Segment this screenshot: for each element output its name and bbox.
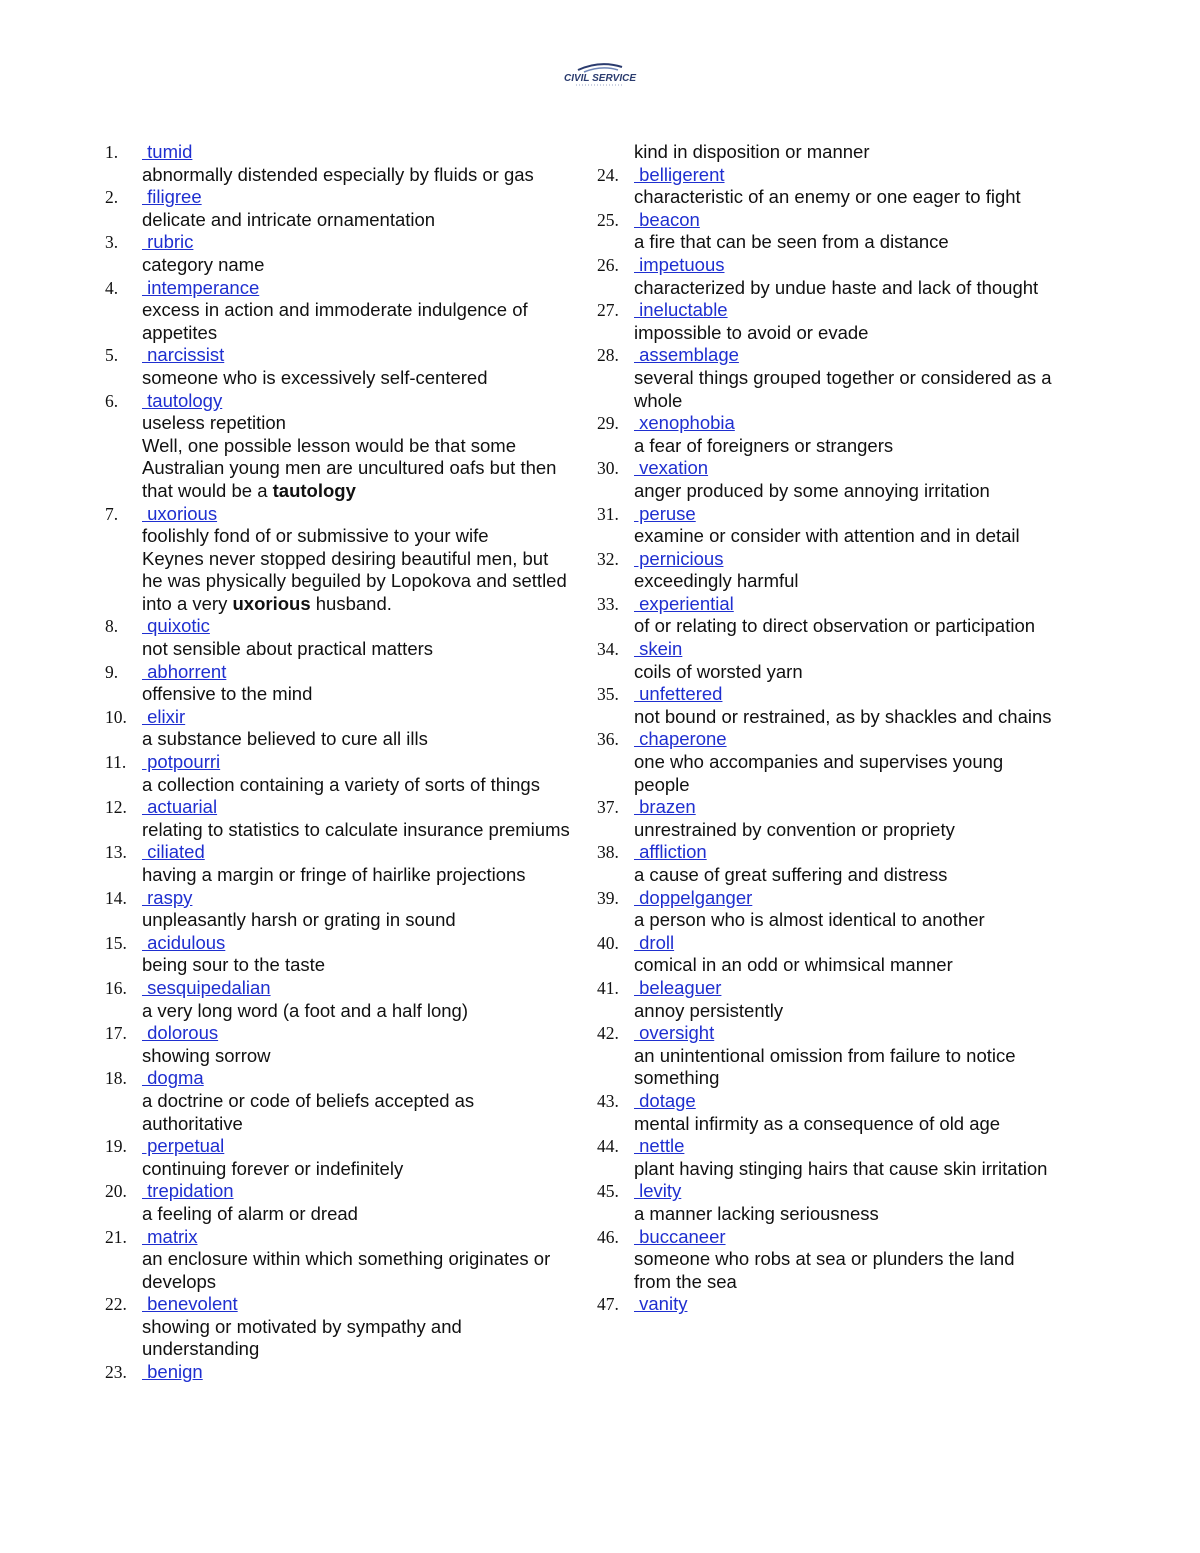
carry-over-definition xyxy=(597,141,1052,164)
entry-number: 20. xyxy=(105,1181,127,1202)
vocab-word-link[interactable]: abhorrent xyxy=(142,660,227,682)
entry-number: 6. xyxy=(105,390,119,411)
definition: delicate and intricate ornamentation xyxy=(142,208,436,230)
entry-number: 17. xyxy=(105,1023,127,1044)
definition: unpleasantly harsh or grating in sound xyxy=(142,909,456,931)
entry-number: 23. xyxy=(105,1362,127,1383)
vocab-entry xyxy=(105,751,570,796)
entry-number: 16. xyxy=(105,977,127,998)
vocab-word-link[interactable]: oversight xyxy=(634,1022,715,1044)
entry-number: 28. xyxy=(597,345,619,366)
entry-number: 21. xyxy=(105,1226,127,1247)
vocab-word-link[interactable]: experiential xyxy=(634,592,734,614)
vocab-entry xyxy=(597,887,1052,932)
vocab-word-link[interactable]: actuarial xyxy=(142,796,218,818)
vocab-word-link[interactable]: filigree xyxy=(142,186,202,208)
vocab-word-link[interactable]: levity xyxy=(634,1180,682,1202)
vocab-entry xyxy=(597,796,1052,841)
definition: offensive to the mind xyxy=(142,683,313,705)
entry-number: 26. xyxy=(597,254,619,275)
vocab-entry xyxy=(597,254,1052,299)
vocab-word-link[interactable]: acidulous xyxy=(142,931,226,953)
vocab-word-link[interactable]: matrix xyxy=(142,1225,198,1247)
vocab-word-link[interactable]: tautology xyxy=(142,389,223,411)
entry-number: 12. xyxy=(105,797,127,818)
vocab-entry xyxy=(597,1135,1052,1180)
entry-number: 9. xyxy=(105,661,119,682)
vocab-word-link[interactable]: doppelganger xyxy=(634,886,753,908)
definition: relating to statistics to calculate insurance premiums xyxy=(142,818,570,840)
logo-text: CIVIL SERVICE xyxy=(563,73,637,84)
definition: annoy persistently xyxy=(634,999,784,1021)
vocab-word-link[interactable]: xenophobia xyxy=(634,412,735,434)
definition: continuing forever or indefinitely xyxy=(142,1157,404,1179)
definition: a cause of great suffering and distress xyxy=(634,864,948,885)
vocab-entry xyxy=(597,683,1052,728)
entry-number: 41. xyxy=(597,977,619,998)
vocab-word-link[interactable]: vexation xyxy=(634,457,709,479)
definition: a very long word (a foot and a half long) xyxy=(142,999,468,1021)
vocab-word-link[interactable]: impetuous xyxy=(634,253,725,275)
entry-number: 32. xyxy=(597,548,619,569)
entry-number: 33. xyxy=(597,593,619,614)
vocab-entry xyxy=(105,231,570,276)
vocab-word-link[interactable]: beleaguer xyxy=(634,976,722,998)
civil-service-logo xyxy=(560,58,640,88)
vocab-word-link[interactable]: belligerent xyxy=(634,163,725,185)
vocab-word-link[interactable]: quixotic xyxy=(142,615,210,637)
vocab-entry xyxy=(105,186,570,231)
entry-number: 11. xyxy=(105,752,127,773)
definition: coils of worsted yarn xyxy=(634,660,803,682)
example-text-end: husband. xyxy=(310,592,392,614)
definition: plant having stinging hairs that cause skin irritation xyxy=(634,1157,1048,1179)
definition: a fear of foreigners or strangers xyxy=(634,434,894,456)
vocab-word-link[interactable]: assemblage xyxy=(634,344,739,366)
definition: of or relating to direct observation or participation xyxy=(634,615,1036,637)
definition: foolishly fond of or submissive to your wife xyxy=(142,525,489,547)
entry-number: 22. xyxy=(105,1294,127,1315)
vocab-entry xyxy=(597,841,1052,886)
entry-number: 35. xyxy=(597,684,619,705)
vocab-entry xyxy=(105,503,570,616)
entry-number: 47. xyxy=(597,1294,619,1315)
definition: not sensible about practical matters xyxy=(142,638,434,660)
entry-number: 42. xyxy=(597,1023,619,1044)
entry-number: 5. xyxy=(105,345,119,366)
vocab-entry xyxy=(105,841,570,886)
vocab-word-link[interactable]: dolorous xyxy=(142,1022,219,1044)
vocab-word-link[interactable]: elixir xyxy=(142,705,186,727)
entry-number: 46. xyxy=(597,1226,619,1247)
vocab-word-link[interactable]: sesquipedalian xyxy=(142,976,271,998)
vocab-entry xyxy=(105,1226,570,1294)
example-keyword: tautology xyxy=(272,479,356,501)
vocab-entry xyxy=(105,887,570,932)
definition: someone who robs at sea or plunders the land from the sea xyxy=(634,1248,1015,1292)
vocab-entry xyxy=(597,977,1052,1022)
vocab-entry xyxy=(597,1226,1052,1294)
definition: a feeling of alarm or dread xyxy=(142,1202,358,1224)
entry-number: 13. xyxy=(105,842,127,863)
vocab-word-link[interactable]: rubric xyxy=(142,231,194,253)
entry-number: 36. xyxy=(597,729,619,750)
vocab-entry xyxy=(597,164,1052,209)
vocab-word-link[interactable]: brazen xyxy=(634,796,696,818)
definition: a fire that can be seen from a distance xyxy=(634,231,949,253)
vocab-word-link[interactable]: dogma xyxy=(142,1067,204,1089)
vocab-word-link[interactable]: uxorious xyxy=(142,502,218,524)
definition: showing or motivated by sympathy and understanding xyxy=(142,1315,462,1360)
definition: showing sorrow xyxy=(142,1044,271,1066)
right-column xyxy=(597,141,1052,1316)
definition: a manner lacking seriousness xyxy=(634,1202,879,1224)
vocab-word-link[interactable]: droll xyxy=(634,931,675,953)
definition: exceedingly harmful xyxy=(634,570,799,592)
example-sentence xyxy=(142,548,570,616)
vocab-word-link[interactable]: raspy xyxy=(142,886,193,908)
entry-number: 14. xyxy=(105,887,127,908)
example-sentence xyxy=(142,435,570,503)
vocab-word-link[interactable]: skein xyxy=(634,638,683,660)
vocab-entry xyxy=(597,593,1052,638)
vocab-entry xyxy=(597,932,1052,977)
definition: a person who is almost identical to another xyxy=(634,909,985,931)
vocab-word-link[interactable]: trepidation xyxy=(142,1180,234,1202)
entry-number: 37. xyxy=(597,797,619,818)
vocab-entry xyxy=(597,457,1052,502)
entry-number: 29. xyxy=(597,413,619,434)
vocab-entry xyxy=(597,412,1052,457)
entry-number: 2. xyxy=(105,187,119,208)
vocab-word-link[interactable]: benevolent xyxy=(142,1293,238,1315)
vocab-entry xyxy=(105,344,570,389)
vocab-entry xyxy=(597,1022,1052,1090)
entry-number: 45. xyxy=(597,1181,619,1202)
definition: a doctrine or code of beliefs accepted as authoritative xyxy=(142,1089,475,1134)
entry-number: 30. xyxy=(597,458,619,479)
vocab-entry xyxy=(597,299,1052,344)
definition: kind in disposition or manner xyxy=(634,141,870,162)
vocab-word-link[interactable]: ineluctable xyxy=(634,299,728,321)
definition: one who accompanies and supervises young people xyxy=(634,751,1004,795)
vocab-entry xyxy=(105,1022,570,1067)
definition: category name xyxy=(142,253,265,275)
entry-number: 10. xyxy=(105,706,127,727)
vocab-word-link[interactable]: nettle xyxy=(634,1135,685,1157)
entry-number: 38. xyxy=(597,842,619,863)
vocab-entry xyxy=(597,503,1052,548)
definition: an unintentional omission from failure to notice something xyxy=(634,1044,1016,1089)
vocab-word-link[interactable]: unfettered xyxy=(634,683,723,705)
left-column xyxy=(105,141,570,1384)
vocab-entry xyxy=(597,1090,1052,1135)
vocab-entry xyxy=(105,977,570,1022)
vocab-word-link[interactable]: tumid xyxy=(142,141,193,162)
definition: a substance believed to cure all ills xyxy=(142,728,428,750)
entry-number: 27. xyxy=(597,300,619,321)
vocab-word-link[interactable]: narcissist xyxy=(142,344,225,366)
vocab-entry xyxy=(105,390,570,503)
definition: not bound or restrained, as by shackles and chains xyxy=(634,705,1052,727)
definition: several things grouped together or considered as a whole xyxy=(634,366,1052,411)
vocab-entry xyxy=(597,638,1052,683)
entry-number: 15. xyxy=(105,932,127,953)
vocab-entry xyxy=(105,1067,570,1135)
vocab-word-link[interactable]: intemperance xyxy=(142,276,260,298)
definition: being sour to the taste xyxy=(142,954,326,976)
vocab-word-link[interactable]: affliction xyxy=(634,841,707,863)
entry-number: 8. xyxy=(105,616,119,637)
vocab-word-link[interactable]: ciliated xyxy=(142,841,205,863)
vocab-entry xyxy=(597,548,1052,593)
definition: characteristic of an enemy or one eager to fight xyxy=(634,186,1021,208)
entry-number: 34. xyxy=(597,639,619,660)
example-text: Keynes never stopped desiring beautiful men, but he was physically beguiled by Lopokova and settled into a very xyxy=(142,547,567,614)
definition: excess in action and immoderate indulgence of appetites xyxy=(142,299,528,343)
vocab-entry xyxy=(105,706,570,751)
entry-number: 3. xyxy=(105,232,119,253)
vocab-word-link[interactable]: vanity xyxy=(634,1293,688,1315)
definition: unrestrained by convention or propriety xyxy=(634,818,955,840)
entry-number: 1. xyxy=(105,142,119,162)
example-keyword: uxorious xyxy=(232,592,311,614)
vocab-entry xyxy=(105,1293,570,1361)
definition: characterized by undue haste and lack of thought xyxy=(634,276,1039,298)
entry-number: 31. xyxy=(597,503,619,524)
vocab-entry xyxy=(105,932,570,977)
vocab-entry xyxy=(105,1135,570,1180)
definition: useless repetition xyxy=(142,412,286,434)
vocab-entry xyxy=(597,344,1052,412)
entry-number: 4. xyxy=(105,277,119,298)
entry-number: 24. xyxy=(597,164,619,185)
vocab-word-link[interactable]: pernicious xyxy=(634,547,724,569)
vocab-entry xyxy=(105,1180,570,1225)
vocab-word-link[interactable]: perpetual xyxy=(142,1135,225,1157)
entry-number: 19. xyxy=(105,1136,127,1157)
definition: an enclosure within which something originates or develops xyxy=(142,1248,551,1292)
entry-number: 44. xyxy=(597,1136,619,1157)
definition: someone who is excessively self-centered xyxy=(142,366,488,388)
definition: examine or consider with attention and in detail xyxy=(634,525,1020,547)
definition: anger produced by some annoying irritation xyxy=(634,479,990,501)
vocab-entry xyxy=(105,661,570,706)
vocab-word-link[interactable]: peruse xyxy=(634,502,696,524)
definition: mental infirmity as a consequence of old age xyxy=(634,1112,1001,1134)
vocab-entry xyxy=(597,209,1052,254)
vocab-word-link[interactable]: chaperone xyxy=(634,728,727,750)
vocab-entry xyxy=(105,1361,570,1384)
entry-number: 40. xyxy=(597,932,619,953)
entry-number: 18. xyxy=(105,1068,127,1089)
entry-number: 7. xyxy=(105,503,119,524)
vocab-word-link[interactable]: potpourri xyxy=(142,751,221,773)
vocab-entry xyxy=(597,1293,1052,1316)
entry-number: 43. xyxy=(597,1090,619,1111)
vocab-entry xyxy=(105,141,570,186)
vocab-word-link[interactable]: dotage xyxy=(634,1089,696,1111)
vocab-word-link[interactable]: buccaneer xyxy=(634,1225,726,1247)
definition: abnormally distended especially by fluids or gas xyxy=(142,163,534,185)
vocab-entry xyxy=(105,796,570,841)
definition: having a margin or fringe of hairlike projections xyxy=(142,864,526,885)
definition: a collection containing a variety of sorts of things xyxy=(142,773,540,795)
vocab-entry xyxy=(597,728,1052,796)
vocab-word-link[interactable]: beacon xyxy=(634,208,700,230)
definition: comical in an odd or whimsical manner xyxy=(634,954,953,976)
vocab-entry xyxy=(597,1180,1052,1225)
vocab-word-link[interactable]: benign xyxy=(142,1361,203,1383)
vocab-entry xyxy=(105,277,570,345)
example-text: Well, one possible lesson would be that some Australian young men are uncultured oafs but then that would be a xyxy=(142,434,557,501)
definition: impossible to avoid or evade xyxy=(634,321,869,343)
entry-number: 25. xyxy=(597,209,619,230)
vocab-entry xyxy=(105,615,570,660)
entry-number: 39. xyxy=(597,887,619,908)
